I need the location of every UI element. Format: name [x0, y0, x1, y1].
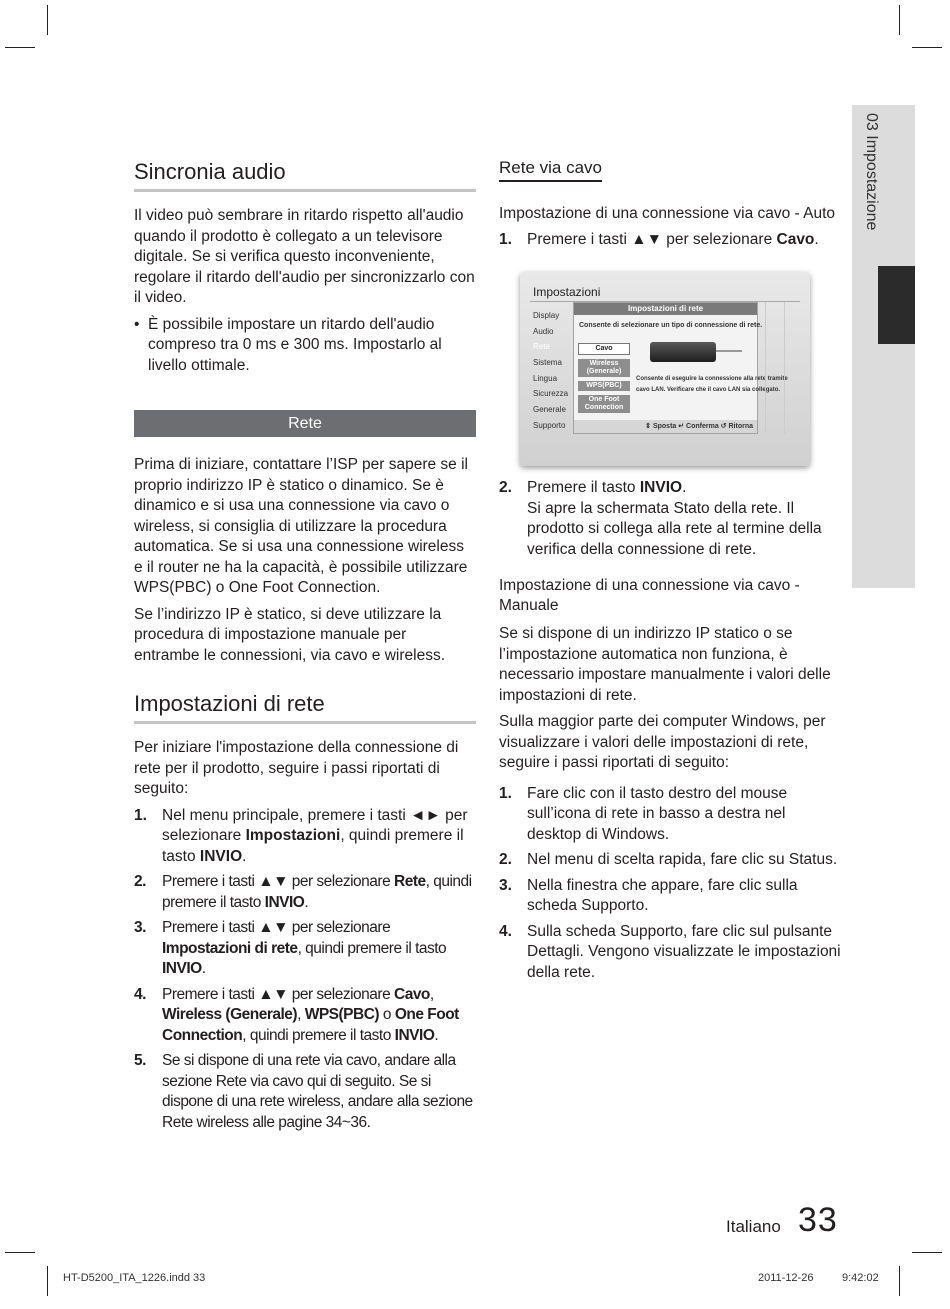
auto-steps-continued: [499, 478, 844, 560]
network-settings-title: Impostazioni di rete: [134, 690, 476, 724]
list-item: 1. Premere i tasti ▲▼ per selezionare Cavo.: [499, 230, 819, 248]
menu-item-display[interactable]: Display: [533, 311, 560, 320]
menu-item-sistema[interactable]: Sistema: [533, 358, 562, 368]
menu-item-rete[interactable]: Rete: [533, 342, 550, 352]
router-image: [650, 342, 716, 362]
sync-bullet: [134, 315, 476, 377]
footer-date: 2011-12-26: [758, 1272, 814, 1284]
menu-item-lingua[interactable]: Lingua: [533, 373, 558, 383]
screen-title: Impostazioni: [533, 285, 601, 299]
list-item: 3. Nella finestra che appare, fare clic sulla scheda Supporto.: [499, 876, 798, 914]
option-wireless[interactable]: Wireless (Generale): [578, 359, 630, 377]
sync-bullet-text: È possibile impostare un ritardo dell'audio compreso tra 0 ms e 300 ms. Impostarlo al livello ottimale.: [148, 315, 442, 374]
option-one-foot[interactable]: One Foot Connection: [578, 395, 630, 413]
left-column: [134, 158, 476, 1138]
chapter-tab-marker: [878, 266, 915, 344]
manual-paragraph-1: Se si dispone di un indirizzo IP statico o se l’impostazione automatica non funziona, è necessario impostare manualmente i valori delle impostazioni di rete.: [499, 625, 831, 704]
popup-note: Consente di eseguire la connessione alla rete tramite cavo LAN. Verificare che il cavo LAN sia collegato.: [636, 376, 788, 393]
sync-title: Sincronia audio: [134, 158, 476, 192]
option-cavo[interactable]: Cavo: [578, 343, 630, 355]
rete-paragraph-2: Se l’indirizzo IP è statico, si deve utilizzare la procedura di impostazione manuale per entrambe le connessioni, via cavo e wireless.: [134, 605, 446, 664]
manual-paragraph-2: Sulla maggior parte dei computer Windows, per visualizzare i valori delle impostazioni di rete, seguire i passi riportati di seguito:: [499, 713, 826, 771]
rete-paragraph-1: Prima di iniziare, contattare l’ISP per sapere se il proprio indirizzo IP è statico o dinamico. Se è dinamico e si usa una connessione via cavo o wireless, si consiglia di utilizzare la procedura automatica. Se si usa una connessione wireless e il router ne ha la capacità, è possibile utilizzare WPS(PBC) o One Foot Connection.: [134, 456, 468, 596]
footer-time: 9:42:02: [842, 1272, 879, 1284]
list-item: 5. Se si dispone di una rete via cavo, andare alla sezione Rete via cavo qui di seguito. Se si dispone di una rete wireless, andare alla sezione Rete wireless alle pagine 34~36.: [134, 1052, 473, 1131]
list-item: 4. Premere i tasti ▲▼ per selezionare Cavo, Wireless (Generale), WPS(PBC) o One Foot Connection, quindi premere il tasto INVIO.: [134, 985, 459, 1044]
cable-image: [716, 350, 742, 352]
list-item: 1. Nel menu principale, premere i tasti ◄► per selezionare Impostazioni, quindi premere il tasto INVIO.: [134, 806, 468, 865]
language-label: Italiano: [726, 1217, 781, 1236]
auto-steps: [499, 230, 844, 251]
screen-menu: [533, 308, 573, 434]
list-item: 3. Premere i tasti ▲▼ per selezionare Impostazioni di rete, quindi premere il tasto INVIO.: [134, 919, 447, 977]
right-column: [499, 158, 844, 255]
network-settings-intro: Per iniziare l'impostazione della connessione di rete per il prodotto, seguire i passi riportati di seguito:: [134, 739, 459, 797]
footer-file: HT-D5200_ITA_1226.indd 33: [63, 1272, 206, 1284]
menu-item-supporto[interactable]: Supporto: [533, 420, 566, 430]
auto-title: Impostazione di una connessione via cavo - Auto: [499, 204, 836, 222]
cable-network-title: Rete via cavo: [499, 158, 602, 182]
chapter-tab-label: 03 Impostazione: [863, 113, 880, 231]
screen-scrollbar: [765, 302, 785, 434]
page-number: 33: [798, 1201, 838, 1239]
option-wps[interactable]: WPS(PBC): [578, 381, 630, 391]
popup-title: Impostazioni di rete: [574, 303, 757, 315]
bullet-dot: •: [134, 315, 140, 333]
settings-screen: [520, 272, 810, 466]
network-settings-popup: [573, 302, 788, 434]
manual-title: Impostazione di una connessione via cavo - Manuale: [499, 577, 800, 614]
sync-paragraph: Il video può sembrare in ritardo rispetto all'audio quando il prodotto è collegato a un televisore digitale. Se si verifica questo inconveniente, regolare il ritardo dell'audio per sincronizzarlo con il video.: [134, 207, 475, 306]
rete-section-bar: Rete: [134, 410, 476, 437]
list-item: 2. Premere i tasti ▲▼ per selezionare Rete, quindi premere il tasto INVIO.: [134, 873, 472, 911]
popup-description: Consente di selezionare un tipo di connessione di rete.: [579, 322, 763, 329]
list-item: 1. Fare clic con il tasto destro del mouse sull’icona di rete in basso a destra nel desktop di Windows.: [499, 784, 788, 843]
menu-item-generale[interactable]: Generale: [533, 405, 566, 415]
menu-item-audio[interactable]: Audio: [533, 326, 554, 336]
right-column-lower: [499, 478, 844, 988]
list-item: 4. Sulla scheda Supporto, fare clic sul pulsante Dettagli. Vengono visualizzate le impostazioni della rete.: [499, 922, 841, 981]
manual-steps: [499, 784, 844, 984]
popup-footer: ⇕ Sposta ↵ Conferma ↺ Ritorna: [574, 420, 757, 433]
network-steps: [134, 806, 476, 1134]
menu-item-sicurezza[interactable]: Sicurezza: [533, 389, 569, 399]
list-item: 2. Premere il tasto INVIO. Si apre la schermata Stato della rete. Il prodotto si collega alla rete al termine della verifica della connessione di rete.: [499, 479, 822, 558]
list-item: 2. Nel menu di scelta rapida, fare clic su Status.: [499, 851, 838, 868]
